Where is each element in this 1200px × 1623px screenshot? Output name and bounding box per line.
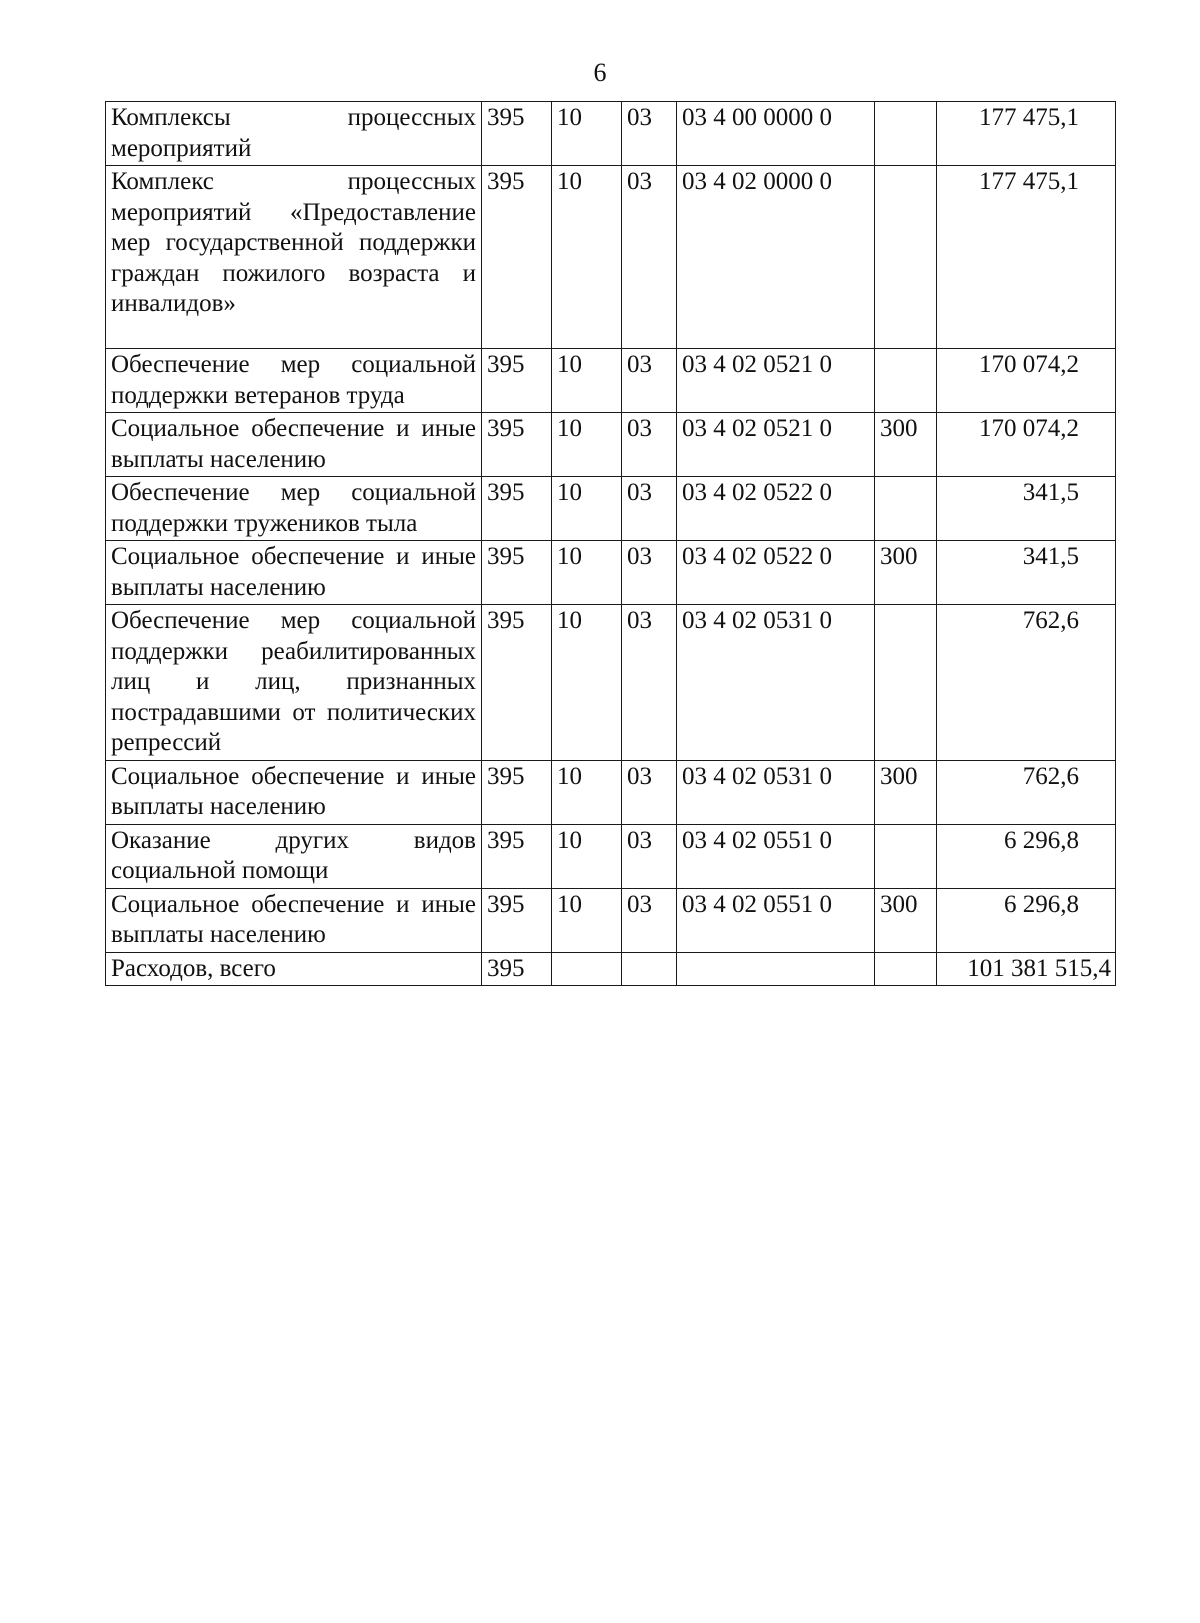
section-code: 10 [552, 102, 622, 166]
subsection-code: 03 [622, 413, 677, 477]
expense-type-code [875, 824, 937, 888]
section-code: 10 [552, 605, 622, 761]
amount: 762,6 [937, 605, 1116, 761]
subsection-code: 03 [622, 888, 677, 952]
target-article-code: 03 4 02 0551 0 [677, 824, 875, 888]
row-name: Комплексы процессных мероприятий [106, 102, 482, 166]
target-article-code: 03 4 00 0000 0 [677, 102, 875, 166]
expense-type-code: 300 [875, 413, 937, 477]
department-code: 395 [482, 166, 552, 349]
section-code [552, 952, 622, 986]
expense-type-code [875, 349, 937, 413]
amount: 177 475,1 [937, 102, 1116, 166]
table-row [106, 349, 1116, 413]
subsection-code [622, 952, 677, 986]
section-code: 10 [552, 541, 622, 605]
row-name: Социальное обеспечение и иные выплаты населению [106, 888, 482, 952]
expense-type-code [875, 102, 937, 166]
amount: 341,5 [937, 477, 1116, 541]
budget-table [105, 101, 1116, 986]
department-code: 395 [482, 349, 552, 413]
target-article-code: 03 4 02 0522 0 [677, 541, 875, 605]
section-code: 10 [552, 477, 622, 541]
expense-type-code: 300 [875, 888, 937, 952]
page-number: 6 [593, 58, 607, 87]
expense-type-code [875, 477, 937, 541]
row-name: Социальное обеспечение и иные выплаты населению [106, 541, 482, 605]
table-row [106, 477, 1116, 541]
target-article-code: 03 4 02 0531 0 [677, 760, 875, 824]
expense-type-code [875, 952, 937, 986]
amount: 170 074,2 [937, 413, 1116, 477]
section-code: 10 [552, 166, 622, 349]
section-code: 10 [552, 349, 622, 413]
subsection-code: 03 [622, 541, 677, 605]
department-code: 395 [482, 413, 552, 477]
total-label: Расходов, всего [106, 952, 482, 986]
table-row [106, 760, 1116, 824]
amount: 6 296,8 [937, 824, 1116, 888]
subsection-code: 03 [622, 605, 677, 761]
expense-type-code: 300 [875, 541, 937, 605]
row-name: Социальное обеспечение и иные выплаты населению [106, 413, 482, 477]
row-name: Обеспечение мер социальной поддержки ветеранов труда [106, 349, 482, 413]
section-code: 10 [552, 888, 622, 952]
table-row [106, 102, 1116, 166]
expense-type-code: 300 [875, 760, 937, 824]
row-name: Социальное обеспечение и иные выплаты населению [106, 760, 482, 824]
table-row [106, 605, 1116, 761]
department-code: 395 [482, 605, 552, 761]
target-article-code: 03 4 02 0521 0 [677, 413, 875, 477]
section-code: 10 [552, 760, 622, 824]
department-code: 395 [482, 541, 552, 605]
row-name: Оказание других видов социальной помощи [106, 824, 482, 888]
subsection-code: 03 [622, 477, 677, 541]
target-article-code: 03 4 02 0000 0 [677, 166, 875, 349]
department-code: 395 [482, 760, 552, 824]
target-article-code: 03 4 02 0551 0 [677, 888, 875, 952]
subsection-code: 03 [622, 102, 677, 166]
subsection-code: 03 [622, 349, 677, 413]
row-name: Обеспечение мер социальной поддержки тружеников тыла [106, 477, 482, 541]
target-article-code [677, 952, 875, 986]
row-name: Комплекс процессных мероприятий «Предоставление мер государственной поддержки граждан пожилого возраста и инвалидов» [106, 166, 482, 349]
amount: 341,5 [937, 541, 1116, 605]
subsection-code: 03 [622, 166, 677, 349]
table-row [106, 888, 1116, 952]
target-article-code: 03 4 02 0522 0 [677, 477, 875, 541]
expense-type-code [875, 605, 937, 761]
department-code: 395 [482, 477, 552, 541]
total-amount: 101 381 515,4 [937, 952, 1116, 986]
department-code: 395 [482, 888, 552, 952]
section-code: 10 [552, 824, 622, 888]
amount: 6 296,8 [937, 888, 1116, 952]
total-row [106, 952, 1116, 986]
target-article-code: 03 4 02 0521 0 [677, 349, 875, 413]
department-code: 395 [482, 824, 552, 888]
target-article-code: 03 4 02 0531 0 [677, 605, 875, 761]
section-code: 10 [552, 413, 622, 477]
amount: 762,6 [937, 760, 1116, 824]
expense-type-code [875, 166, 937, 349]
table-row [106, 824, 1116, 888]
department-code: 395 [482, 102, 552, 166]
amount: 170 074,2 [937, 349, 1116, 413]
department-code: 395 [482, 952, 552, 986]
table-row [106, 413, 1116, 477]
amount: 177 475,1 [937, 166, 1116, 349]
table-row [106, 541, 1116, 605]
subsection-code: 03 [622, 760, 677, 824]
row-name: Обеспечение мер социальной поддержки реабилитированных лиц и лиц, признанных пострадавшими от политических репрессий [106, 605, 482, 761]
subsection-code: 03 [622, 824, 677, 888]
table-row [106, 166, 1116, 349]
